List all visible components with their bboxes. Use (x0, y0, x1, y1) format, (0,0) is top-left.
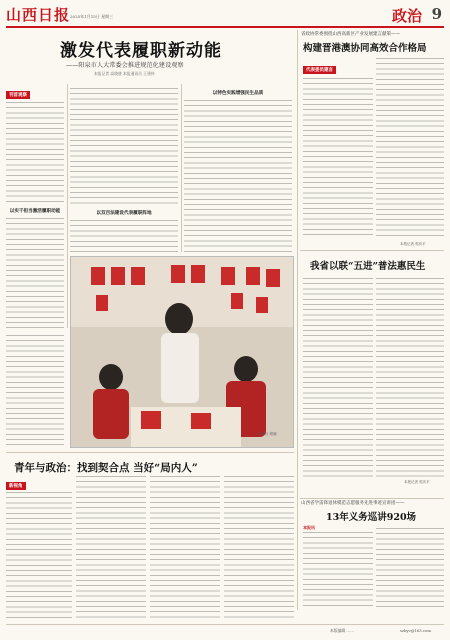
footer-email: szbyv@163.com (400, 628, 431, 633)
photo-illustration (71, 257, 293, 447)
right-top-column-2-text (376, 58, 444, 238)
right-top-column-1-text (303, 78, 373, 238)
lead-column-1-text (6, 102, 64, 205)
column-rule (297, 30, 298, 610)
lead-column-3-text (184, 100, 292, 252)
feature-column-2-text (76, 476, 146, 618)
right-top-headline: 构建晋港澳协同高效合作格局 (303, 43, 427, 54)
dateline: 2025年1月15日 星期三 (70, 14, 114, 19)
lead-photo (70, 256, 294, 448)
section-divider (300, 250, 444, 251)
masthead (6, 4, 444, 28)
photo-credit: 新华社 程晓 (258, 432, 277, 436)
feature-headline: 青年与政治：找到契合点 当好“局内人” (14, 462, 198, 474)
feature-column-3-text (150, 476, 220, 618)
feature-tag: 新视角 (6, 482, 26, 490)
lead-section-2-heading: 以实干担当激活履职动能 (9, 209, 61, 214)
section-divider (6, 452, 294, 453)
right-top-byline: 本报记者 郭庆平 (400, 242, 426, 246)
feature-column-1-text (6, 492, 72, 618)
lead-subtitle: ——阳泉市人大常委会推进规范化建设观察 (66, 62, 184, 69)
right-mid-headline: 我省以联“五进”普法惠民生 (310, 261, 426, 272)
column-rule (67, 84, 68, 328)
feature-column-4-text (224, 476, 294, 618)
lead-column-2-text (70, 88, 178, 206)
lead-tag: 刊首观察 (6, 91, 30, 99)
right-bottom-tag: 本报讯 (303, 525, 315, 530)
lead-column-1c-text (6, 335, 64, 447)
lead-column-1b-text (6, 218, 64, 328)
page-number: 9 (431, 5, 442, 23)
right-mid-byline: 本报记者 郭庆平 (404, 480, 430, 484)
newspaper-logo: 山西日报 (6, 6, 71, 24)
right-top-tag: 代表委员建言 (303, 66, 336, 74)
right-bottom-column-1-text (303, 532, 373, 610)
footer-rule (6, 624, 444, 625)
lead-section-4-heading: 以特色实践增强民生品质 (212, 91, 264, 96)
right-bottom-headline: 13年义务巡讲920场 (326, 512, 417, 523)
right-bottom-kicker: 山西省学雷锋退休模范志愿服务先进事迹宣讲团—— (301, 501, 405, 506)
lead-byline: 本报记者 高晓唐 本报通讯员 王建伟 (94, 71, 155, 76)
lead-column-2b-text (70, 220, 178, 252)
column-rule (181, 84, 182, 252)
lead-section-3-heading: 以双百法建设代表履职阵地 (96, 211, 152, 216)
right-mid-column-2-text (376, 278, 444, 478)
right-top-kicker: 省政协常委围绕山西高新区产业发展建言献策—— (301, 32, 400, 37)
lead-headline: 激发代表履职新动能 (60, 41, 222, 61)
footer-editor: 本版编辑 …… (330, 628, 354, 633)
section-name: 政治 (391, 7, 422, 25)
right-mid-column-1-text (303, 278, 373, 478)
section-divider (300, 498, 444, 499)
right-bottom-column-2-text (376, 528, 444, 610)
